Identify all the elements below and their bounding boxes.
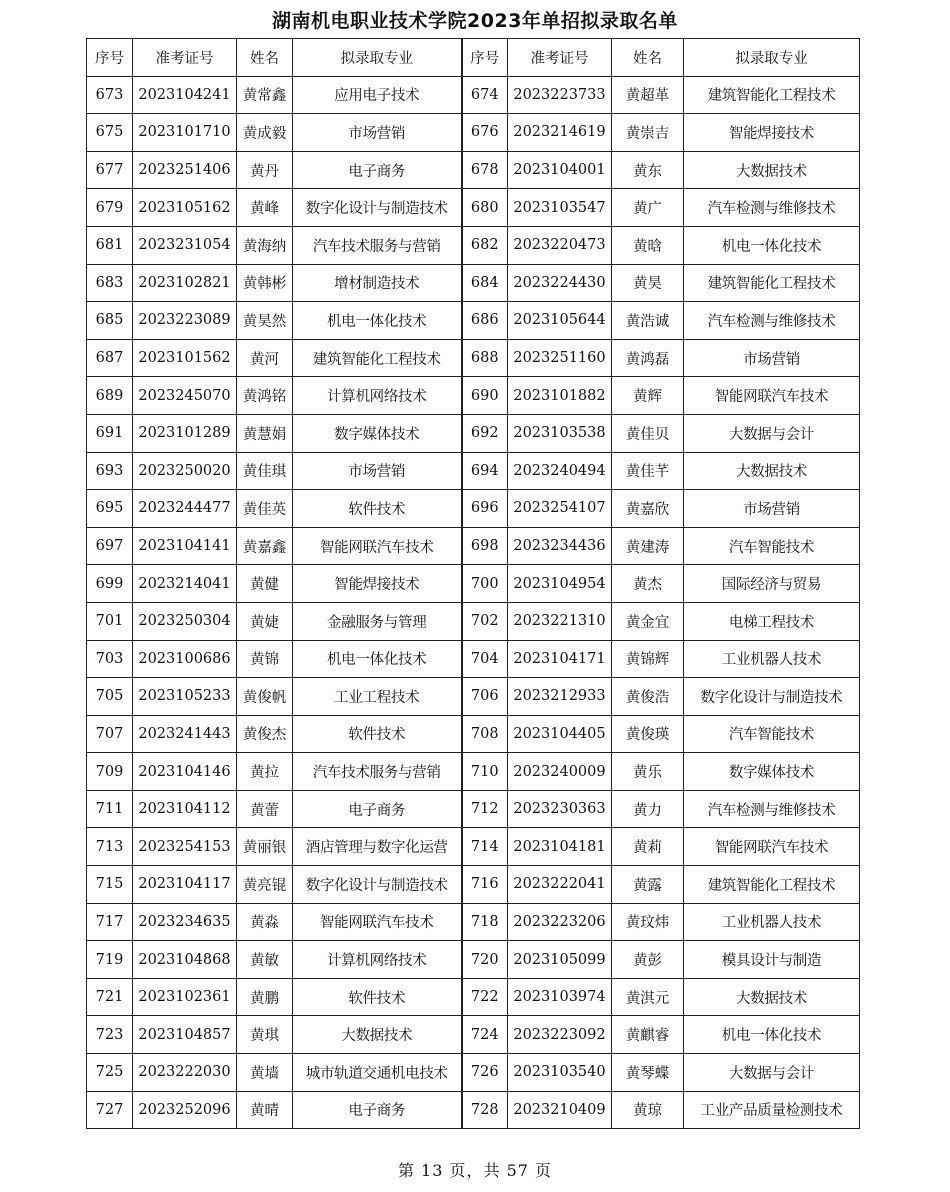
- seq-cell: 712: [462, 790, 508, 828]
- seq-cell: 698: [462, 527, 508, 565]
- seq-cell: 679: [87, 189, 133, 227]
- table-row: [87, 602, 860, 640]
- name-cell: 黄晗: [612, 226, 684, 264]
- major-cell: 智能焊接技术: [293, 565, 462, 603]
- seq-cell: 720: [462, 941, 508, 979]
- exam-id-cell: 2023250020: [133, 452, 237, 490]
- major-cell: 国际经济与贸易: [684, 565, 860, 603]
- name-cell: 黄鸿铭: [237, 377, 293, 415]
- exam-id-cell: 2023252096: [133, 1091, 237, 1129]
- exam-id-cell: 2023234635: [133, 903, 237, 941]
- table-row: [87, 941, 860, 979]
- exam-id-cell: 2023223206: [508, 903, 612, 941]
- name-cell: 黄佳贝: [612, 414, 684, 452]
- major-cell: 数字化设计与制造技术: [684, 678, 860, 716]
- major-cell: 汽车检测与维修技术: [684, 189, 860, 227]
- major-cell: 工业产品质量检测技术: [684, 1091, 860, 1129]
- exam-id-cell: 2023104181: [508, 828, 612, 866]
- major-cell: 数字化设计与制造技术: [293, 189, 462, 227]
- major-cell: 大数据与会计: [684, 1054, 860, 1092]
- major-cell: 工业工程技术: [293, 678, 462, 716]
- seq-cell: 725: [87, 1054, 133, 1092]
- name-cell: 黄广: [612, 189, 684, 227]
- major-cell: 模具设计与制造: [684, 941, 860, 979]
- exam-id-cell: 2023105644: [508, 302, 612, 340]
- exam-id-cell: 2023222030: [133, 1054, 237, 1092]
- table-row: [87, 1054, 860, 1092]
- major-cell: 金融服务与管理: [293, 602, 462, 640]
- table-row: [87, 339, 860, 377]
- major-cell: 数字媒体技术: [293, 414, 462, 452]
- exam-id-cell: 2023103540: [508, 1054, 612, 1092]
- exam-id-cell: 2023102361: [133, 978, 237, 1016]
- major-cell: 城市轨道交通机电技术: [293, 1054, 462, 1092]
- major-cell: 汽车智能技术: [684, 715, 860, 753]
- seq-cell: 692: [462, 414, 508, 452]
- exam-id-cell: 2023223733: [508, 76, 612, 114]
- seq-cell: 706: [462, 678, 508, 716]
- seq-cell: 691: [87, 414, 133, 452]
- major-cell: 电子商务: [293, 790, 462, 828]
- exam-id-cell: 2023101882: [508, 377, 612, 415]
- name-cell: 黄晴: [237, 1091, 293, 1129]
- seq-cell: 678: [462, 151, 508, 189]
- name-cell: 黄成毅: [237, 114, 293, 152]
- seq-cell: 708: [462, 715, 508, 753]
- major-cell: 市场营销: [684, 490, 860, 528]
- seq-cell: 684: [462, 264, 508, 302]
- seq-cell: 674: [462, 76, 508, 114]
- major-cell: 电梯工程技术: [684, 602, 860, 640]
- major-cell: 汽车技术服务与营销: [293, 226, 462, 264]
- table-row: [87, 753, 860, 791]
- major-cell: 机电一体化技术: [684, 226, 860, 264]
- major-cell: 市场营销: [293, 114, 462, 152]
- exam-id-cell: 2023234436: [508, 527, 612, 565]
- name-cell: 黄亮锟: [237, 866, 293, 904]
- exam-id-cell: 2023222041: [508, 866, 612, 904]
- seq-cell: 711: [87, 790, 133, 828]
- table-row: [87, 114, 860, 152]
- header-major-right: 拟录取专业: [684, 39, 860, 77]
- name-cell: 黄乐: [612, 753, 684, 791]
- name-cell: 黄俊杰: [237, 715, 293, 753]
- name-cell: 黄丽银: [237, 828, 293, 866]
- major-cell: 软件技术: [293, 490, 462, 528]
- name-cell: 黄蕾: [237, 790, 293, 828]
- table-row: [87, 678, 860, 716]
- name-cell: 黄昊: [612, 264, 684, 302]
- seq-cell: 704: [462, 640, 508, 678]
- header-seq-right: 序号: [462, 39, 508, 77]
- major-cell: 智能网联汽车技术: [684, 828, 860, 866]
- exam-id-cell: 2023223092: [508, 1016, 612, 1054]
- seq-cell: 695: [87, 490, 133, 528]
- table-row: [87, 302, 860, 340]
- exam-id-cell: 2023105233: [133, 678, 237, 716]
- name-cell: 黄辉: [612, 377, 684, 415]
- exam-id-cell: 2023101710: [133, 114, 237, 152]
- header-exam-id-left: 准考证号: [133, 39, 237, 77]
- header-major-left: 拟录取专业: [293, 39, 462, 77]
- name-cell: 黄淇元: [612, 978, 684, 1016]
- name-cell: 黄佳英: [237, 490, 293, 528]
- major-cell: 建筑智能化工程技术: [293, 339, 462, 377]
- document-title: 湖南机电职业技术学院2023年单招拟录取名单: [272, 10, 678, 32]
- exam-id-cell: 2023104171: [508, 640, 612, 678]
- exam-id-cell: 2023240009: [508, 753, 612, 791]
- exam-id-cell: 2023214619: [508, 114, 612, 152]
- table-row: [87, 903, 860, 941]
- seq-cell: 700: [462, 565, 508, 603]
- exam-id-cell: 2023103538: [508, 414, 612, 452]
- name-cell: 黄拉: [237, 753, 293, 791]
- major-cell: 建筑智能化工程技术: [684, 76, 860, 114]
- name-cell: 黄俊浩: [612, 678, 684, 716]
- exam-id-cell: 2023241443: [133, 715, 237, 753]
- name-cell: 黄常鑫: [237, 76, 293, 114]
- seq-cell: 675: [87, 114, 133, 152]
- seq-cell: 694: [462, 452, 508, 490]
- table-row: [87, 414, 860, 452]
- major-cell: 汽车检测与维修技术: [684, 790, 860, 828]
- major-cell: 大数据技术: [684, 151, 860, 189]
- table-row: [87, 151, 860, 189]
- seq-cell: 699: [87, 565, 133, 603]
- exam-id-cell: 2023104868: [133, 941, 237, 979]
- table-row: [87, 490, 860, 528]
- exam-id-cell: 2023104146: [133, 753, 237, 791]
- name-cell: 黄慧娟: [237, 414, 293, 452]
- seq-cell: 707: [87, 715, 133, 753]
- name-cell: 黄嘉欣: [612, 490, 684, 528]
- major-cell: 汽车技术服务与营销: [293, 753, 462, 791]
- exam-id-cell: 2023105099: [508, 941, 612, 979]
- name-cell: 黄嘉鑫: [237, 527, 293, 565]
- seq-cell: 681: [87, 226, 133, 264]
- seq-cell: 727: [87, 1091, 133, 1129]
- name-cell: 黄俊帆: [237, 678, 293, 716]
- exam-id-cell: 2023104001: [508, 151, 612, 189]
- major-cell: 应用电子技术: [293, 76, 462, 114]
- major-cell: 计算机网络技术: [293, 377, 462, 415]
- seq-cell: 677: [87, 151, 133, 189]
- exam-id-cell: 2023214041: [133, 565, 237, 603]
- name-cell: 黄峰: [237, 189, 293, 227]
- major-cell: 大数据技术: [684, 452, 860, 490]
- name-cell: 黄超革: [612, 76, 684, 114]
- exam-id-cell: 2023105162: [133, 189, 237, 227]
- name-cell: 黄莉: [612, 828, 684, 866]
- exam-id-cell: 2023240494: [508, 452, 612, 490]
- admission-table: [86, 38, 860, 1129]
- exam-id-cell: 2023251406: [133, 151, 237, 189]
- exam-id-cell: 2023100686: [133, 640, 237, 678]
- name-cell: 黄健: [237, 565, 293, 603]
- name-cell: 黄玟炜: [612, 903, 684, 941]
- major-cell: 酒店管理与数字化运营: [293, 828, 462, 866]
- name-cell: 黄彭: [612, 941, 684, 979]
- seq-cell: 728: [462, 1091, 508, 1129]
- name-cell: 黄琪: [237, 1016, 293, 1054]
- name-cell: 黄丹: [237, 151, 293, 189]
- seq-cell: 693: [87, 452, 133, 490]
- seq-cell: 682: [462, 226, 508, 264]
- table-row: [87, 565, 860, 603]
- page-footer: 第 13 页，共 57 页: [397, 1161, 553, 1180]
- table-row: [87, 226, 860, 264]
- exam-id-cell: 2023104241: [133, 76, 237, 114]
- exam-id-cell: 2023230363: [508, 790, 612, 828]
- major-cell: 汽车智能技术: [684, 527, 860, 565]
- seq-cell: 701: [87, 602, 133, 640]
- major-cell: 智能网联汽车技术: [684, 377, 860, 415]
- major-cell: 市场营销: [684, 339, 860, 377]
- exam-id-cell: 2023210409: [508, 1091, 612, 1129]
- name-cell: 黄墙: [237, 1054, 293, 1092]
- name-cell: 黄锦: [237, 640, 293, 678]
- header-name-left: 姓名: [237, 39, 293, 77]
- exam-id-cell: 2023104141: [133, 527, 237, 565]
- seq-cell: 723: [87, 1016, 133, 1054]
- major-cell: 智能焊接技术: [684, 114, 860, 152]
- table-body: [87, 76, 860, 1129]
- table-row: [87, 1016, 860, 1054]
- table-row: [87, 189, 860, 227]
- table-row: [87, 264, 860, 302]
- major-cell: 机电一体化技术: [293, 640, 462, 678]
- seq-cell: 714: [462, 828, 508, 866]
- major-cell: 建筑智能化工程技术: [684, 866, 860, 904]
- exam-id-cell: 2023251160: [508, 339, 612, 377]
- header-name-right: 姓名: [612, 39, 684, 77]
- seq-cell: 718: [462, 903, 508, 941]
- name-cell: 黄建涛: [612, 527, 684, 565]
- seq-cell: 680: [462, 189, 508, 227]
- seq-cell: 717: [87, 903, 133, 941]
- table-row: [87, 715, 860, 753]
- exam-id-cell: 2023104112: [133, 790, 237, 828]
- exam-id-cell: 2023101562: [133, 339, 237, 377]
- seq-cell: 715: [87, 866, 133, 904]
- seq-cell: 721: [87, 978, 133, 1016]
- seq-cell: 687: [87, 339, 133, 377]
- major-cell: 电子商务: [293, 1091, 462, 1129]
- seq-cell: 703: [87, 640, 133, 678]
- name-cell: 黄锦辉: [612, 640, 684, 678]
- exam-id-cell: 2023244477: [133, 490, 237, 528]
- name-cell: 黄佳琪: [237, 452, 293, 490]
- table-row: [87, 452, 860, 490]
- seq-cell: 685: [87, 302, 133, 340]
- major-cell: 市场营销: [293, 452, 462, 490]
- seq-cell: 683: [87, 264, 133, 302]
- name-cell: 黄琴蝶: [612, 1054, 684, 1092]
- seq-cell: 676: [462, 114, 508, 152]
- seq-cell: 686: [462, 302, 508, 340]
- major-cell: 智能网联汽车技术: [293, 903, 462, 941]
- name-cell: 黄佳芊: [612, 452, 684, 490]
- name-cell: 黄露: [612, 866, 684, 904]
- exam-id-cell: 2023102821: [133, 264, 237, 302]
- major-cell: 软件技术: [293, 978, 462, 1016]
- seq-cell: 722: [462, 978, 508, 1016]
- major-cell: 汽车检测与维修技术: [684, 302, 860, 340]
- name-cell: 黄麒睿: [612, 1016, 684, 1054]
- name-cell: 黄敏: [237, 941, 293, 979]
- exam-id-cell: 2023103547: [508, 189, 612, 227]
- major-cell: 工业机器人技术: [684, 640, 860, 678]
- name-cell: 黄昊然: [237, 302, 293, 340]
- exam-id-cell: 2023104954: [508, 565, 612, 603]
- exam-id-cell: 2023223089: [133, 302, 237, 340]
- name-cell: 黄鹏: [237, 978, 293, 1016]
- name-cell: 黄韩彬: [237, 264, 293, 302]
- header-seq-left: 序号: [87, 39, 133, 77]
- seq-cell: 690: [462, 377, 508, 415]
- table-row: [87, 76, 860, 114]
- name-cell: 黄婕: [237, 602, 293, 640]
- name-cell: 黄杰: [612, 565, 684, 603]
- name-cell: 黄淼: [237, 903, 293, 941]
- exam-id-cell: 2023212933: [508, 678, 612, 716]
- major-cell: 大数据技术: [293, 1016, 462, 1054]
- seq-cell: 702: [462, 602, 508, 640]
- table-header-row: [87, 39, 860, 77]
- table-row: [87, 1091, 860, 1129]
- name-cell: 黄东: [612, 151, 684, 189]
- exam-id-cell: 2023250304: [133, 602, 237, 640]
- exam-id-cell: 2023103974: [508, 978, 612, 1016]
- table-row: [87, 640, 860, 678]
- major-cell: 大数据与会计: [684, 414, 860, 452]
- name-cell: 黄力: [612, 790, 684, 828]
- exam-id-cell: 2023221310: [508, 602, 612, 640]
- major-cell: 数字化设计与制造技术: [293, 866, 462, 904]
- name-cell: 黄琼: [612, 1091, 684, 1129]
- seq-cell: 673: [87, 76, 133, 114]
- major-cell: 机电一体化技术: [293, 302, 462, 340]
- table-row: [87, 527, 860, 565]
- seq-cell: 716: [462, 866, 508, 904]
- seq-cell: 719: [87, 941, 133, 979]
- major-cell: 大数据技术: [684, 978, 860, 1016]
- seq-cell: 709: [87, 753, 133, 791]
- name-cell: 黄崇吉: [612, 114, 684, 152]
- table-row: [87, 790, 860, 828]
- seq-cell: 689: [87, 377, 133, 415]
- seq-cell: 705: [87, 678, 133, 716]
- exam-id-cell: 2023220473: [508, 226, 612, 264]
- exam-id-cell: 2023104117: [133, 866, 237, 904]
- seq-cell: 724: [462, 1016, 508, 1054]
- major-cell: 软件技术: [293, 715, 462, 753]
- table-row: [87, 866, 860, 904]
- major-cell: 智能网联汽车技术: [293, 527, 462, 565]
- seq-cell: 696: [462, 490, 508, 528]
- major-cell: 电子商务: [293, 151, 462, 189]
- exam-id-cell: 2023231054: [133, 226, 237, 264]
- seq-cell: 713: [87, 828, 133, 866]
- name-cell: 黄金宜: [612, 602, 684, 640]
- exam-id-cell: 2023104857: [133, 1016, 237, 1054]
- exam-id-cell: 2023101289: [133, 414, 237, 452]
- major-cell: 工业机器人技术: [684, 903, 860, 941]
- name-cell: 黄浩诚: [612, 302, 684, 340]
- exam-id-cell: 2023224430: [508, 264, 612, 302]
- major-cell: 机电一体化技术: [684, 1016, 860, 1054]
- exam-id-cell: 2023254153: [133, 828, 237, 866]
- table-row: [87, 978, 860, 1016]
- name-cell: 黄鸿磊: [612, 339, 684, 377]
- header-exam-id-right: 准考证号: [508, 39, 612, 77]
- seq-cell: 697: [87, 527, 133, 565]
- table-row: [87, 377, 860, 415]
- exam-id-cell: 2023104405: [508, 715, 612, 753]
- seq-cell: 688: [462, 339, 508, 377]
- name-cell: 黄河: [237, 339, 293, 377]
- name-cell: 黄俊瑛: [612, 715, 684, 753]
- major-cell: 计算机网络技术: [293, 941, 462, 979]
- exam-id-cell: 2023254107: [508, 490, 612, 528]
- major-cell: 建筑智能化工程技术: [684, 264, 860, 302]
- major-cell: 增材制造技术: [293, 264, 462, 302]
- major-cell: 数字媒体技术: [684, 753, 860, 791]
- seq-cell: 726: [462, 1054, 508, 1092]
- exam-id-cell: 2023245070: [133, 377, 237, 415]
- name-cell: 黄海纳: [237, 226, 293, 264]
- seq-cell: 710: [462, 753, 508, 791]
- table-row: [87, 828, 860, 866]
